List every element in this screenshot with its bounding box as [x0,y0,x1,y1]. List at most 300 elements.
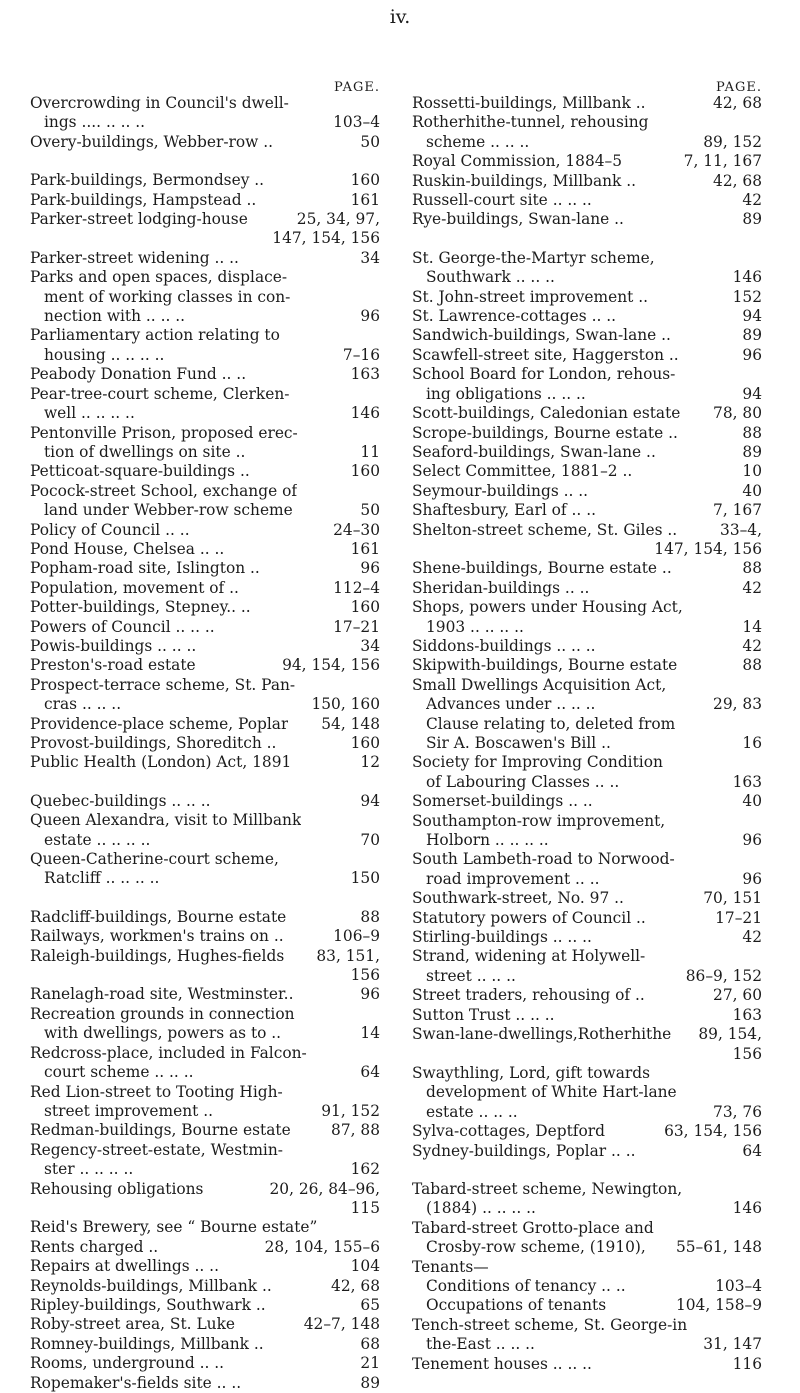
entry-line [30,1277,380,1296]
entry-text: Park-buildings, Bermondsey .. [30,171,265,190]
index-entry [30,656,380,675]
entry-line [412,501,762,520]
entry-pages: 40 [742,481,762,500]
entry-pages: 96 [742,831,762,850]
entry-text: 1903 .. .. .. .. [426,617,524,636]
index-entry [30,734,380,753]
entry-pages: 161 [350,539,380,558]
entry-line [412,1355,762,1374]
entry-line [412,967,762,986]
entry-line [412,1219,762,1238]
index-entry [412,1180,762,1219]
section-gap [30,889,380,908]
entry-text: Society for Improving Condition [412,753,663,772]
entry-text: Sutton Trust .. .. .. [412,1005,555,1024]
entry-text: Policy of Council .. .. [30,520,190,539]
entry-text: Scrope-buildings, Bourne estate .. [412,423,678,442]
entry-line [30,1238,380,1257]
entry-pages: 156 [732,1044,762,1063]
entry-line [412,346,762,365]
entry-text: ings .... .. .. .. [44,113,146,132]
entry-text: (1884) .. .. .. .. [426,1199,536,1218]
entry-text: Tenants— [412,1257,489,1276]
entry-text: Shene-buildings, Bourne estate .. [412,559,672,578]
entry-text: Pocock-street School, exchange of [30,481,298,500]
index-entry [30,927,380,946]
index-entry [412,1142,762,1161]
entry-line [412,947,762,966]
entry-text: Skipwith-buildings, Bourne estate [412,656,678,675]
entry-text: Powers of Council .. .. .. [30,617,215,636]
entry-text: Shaftesbury, Earl of .. .. [412,501,596,520]
entry-line [412,210,762,229]
entry-line [412,870,762,889]
entry-line [30,1141,380,1160]
entry-pages: 16 [742,734,762,752]
index-entry [412,443,762,462]
entry-text: nection with .. .. .. [44,307,186,326]
entry-line [30,734,380,753]
index-entry [412,579,762,598]
index-entry [30,579,380,598]
index-entry [412,1006,762,1025]
index-entry [412,792,762,811]
entry-line [30,695,380,714]
entry-text: Occupations of tenants [426,1296,607,1315]
entry-pages: 64 [360,1063,380,1082]
entry-pages: 94, 154, 156 [282,656,380,675]
entry-line [30,1044,380,1063]
index-entry [30,210,380,249]
index-entry [30,559,380,578]
entry-text: Parker-street lodging-house [30,210,248,229]
entry-line [412,1238,762,1257]
entry-text: Overcrowding in Council's dwell- [30,94,289,112]
entry-text: Regency-street-estate, Westmin- [30,1140,283,1159]
entry-line [412,850,762,869]
entry-line [412,521,762,540]
index-entry [412,113,762,152]
entry-text: Reynolds-buildings, Millbank .. [30,1276,272,1295]
entry-text: Royal Commission, 1884–5 [412,152,623,171]
entry-pages: 88 [742,656,762,675]
index-entry [30,637,380,656]
entry-line [30,869,380,888]
entry-text: development of White Hart-lane [426,1083,677,1102]
entry-text: Select Committee, 1881–2 .. [412,462,633,481]
entry-line [30,462,380,481]
index-entry [30,715,380,734]
entry-line [30,171,380,190]
entry-pages: 17–21 [715,908,762,927]
index-entry [412,501,762,520]
entry-line [412,1335,762,1354]
entry-line [30,598,380,617]
index-entry [412,482,762,501]
entry-text: ment of working classes in con- [44,287,291,306]
entry-text: Rehousing obligations [30,1179,204,1198]
page-number: iv. [389,6,411,28]
entry-text: with dwellings, powers as to .. [44,1024,282,1043]
entry-pages: 34 [360,636,380,655]
entry-pages: 54, 148 [321,714,380,733]
entry-text: Strand, widening at Holywell- [412,947,646,966]
entry-line [412,889,762,908]
index-entry [30,249,380,268]
entry-pages: 10 [742,462,762,481]
entry-text: Shops, powers under Housing Act, [412,598,683,617]
index-entry [30,424,380,463]
entry-pages: 160 [350,598,380,617]
entry-text: ing obligations .. .. .. [426,384,586,403]
entry-pages: 160 [350,171,380,190]
entry-text: Red Lion-street to Tooting High- [30,1082,283,1101]
entry-line [412,753,762,772]
entry-pages: 103–4 [333,113,380,132]
entry-text: Provost-buildings, Shoreditch .. [30,734,277,752]
entry-pages: 94 [742,307,762,326]
entry-text: Ropemaker's-fields site .. .. [30,1373,242,1392]
entry-text: Redman-buildings, Bourne estate [30,1121,291,1140]
entry-pages: 163 [732,1005,762,1024]
entry-line [412,734,762,753]
entry-pages: 33–4, [720,520,762,539]
entry-line [412,94,762,113]
entry-pages: 94 [360,791,380,810]
entry-text: Southampton-row improvement, [412,811,666,830]
entry-pages: 83, 151, [316,946,380,965]
entry-line [412,385,762,404]
entry-text: the-East .. .. .. [426,1335,535,1354]
entry-line [30,94,380,113]
entry-text: Quebec-buildings .. .. .. [30,791,211,810]
entry-text: land under Webber-row scheme [44,501,293,520]
entry-text: Sheridan-buildings .. .. [412,578,590,597]
entry-pages: 96 [742,345,762,364]
entry-pages: 91, 152 [321,1101,380,1120]
entry-text: Recreation grounds in connection [30,1004,295,1023]
section-gap [30,773,380,792]
entry-pages: 14 [742,617,762,636]
entry-text: Preston's-road estate [30,656,196,675]
entry-line [30,1121,380,1140]
entry-pages: 146 [732,1199,762,1218]
index-entry [412,346,762,365]
entry-pages: 94 [742,384,762,403]
entry-pages: 63, 154, 156 [664,1122,762,1141]
index-entry [412,1316,762,1355]
index-entry [30,792,380,811]
entry-text: estate .. .. .. .. [44,830,151,849]
entry-line [412,656,762,675]
index-entry [412,424,762,443]
entry-pages: 112–4 [333,578,380,597]
entry-pages: 89, 152 [703,132,762,151]
entry-line [30,908,380,927]
entry-pages: 88 [742,423,762,442]
entry-text: Siddons-buildings .. .. .. [412,636,596,655]
index-entry [30,618,380,637]
index-entry [30,1083,380,1122]
index-entry [30,1005,380,1044]
entry-text: St. George-the-Martyr scheme, [412,248,655,267]
entry-pages: 73, 76 [713,1102,762,1121]
entry-pages: 42–7, 148 [303,1315,380,1334]
entry-pages: 42, 68 [713,171,762,190]
entry-text: Sydney-buildings, Poplar .. .. [412,1141,636,1160]
entry-text: Shelton-street scheme, St. Giles .. [412,520,678,539]
entry-pages: 150 [350,869,380,888]
entry-line [30,501,380,520]
entry-line [412,986,762,1005]
index-entry [412,462,762,481]
entry-line [30,753,380,772]
entry-line [30,1005,380,1024]
entry-line [30,1063,380,1082]
entry-text: Repairs at dwellings .. .. [30,1257,219,1276]
entry-line [412,1045,762,1064]
entry-line [412,1316,762,1335]
index-entry [30,133,380,152]
entry-pages: 7, 11, 167 [683,152,762,171]
entry-line [30,1199,380,1218]
entry-text: tion of dwellings on site .. [44,442,246,461]
index-entry [30,365,380,384]
entry-text: Rye-buildings, Swan-lane .. [412,210,624,229]
index-entry [30,1044,380,1083]
entry-line [412,909,762,928]
entry-line [30,229,380,248]
entry-line [30,365,380,384]
entry-text: Swaythling, Lord, gift towards [412,1063,651,1082]
entry-text: street improvement .. [44,1101,214,1120]
entry-line [412,1122,762,1141]
index-entry [30,753,380,772]
entry-text: Small Dwellings Acquisition Act, [412,675,667,694]
entry-pages: 103–4 [715,1276,762,1295]
entry-line [30,326,380,345]
entry-pages: 89, 154, [698,1025,762,1044]
index-entry [412,172,762,191]
index-entry [412,637,762,656]
index-entry [30,1374,380,1393]
entry-text: Railways, workmen's trains on .. [30,927,284,946]
index-entry [30,1315,380,1334]
index-entry [30,94,380,133]
entry-line [30,521,380,540]
entry-text: Park-buildings, Hampstead .. [30,190,257,209]
index-entry [412,598,762,637]
index-column-left [30,80,380,1393]
entry-line [412,1277,762,1296]
entry-line [412,1296,762,1315]
entry-text: Providence-place scheme, Poplar [30,714,289,733]
entry-pages: 12 [360,753,380,772]
entry-text: Queen-Catherine-court scheme, [30,850,279,869]
entry-text: Southwark-street, No. 97 .. [412,889,624,908]
index-entry [412,521,762,560]
entry-pages: 25, 34, 97, [296,210,380,229]
entry-text: Parker-street widening .. .. [30,248,239,267]
index-entry [30,985,380,1004]
entry-line [30,1218,380,1237]
index-entry [412,1025,762,1064]
entry-text: Rents charged .. [30,1237,159,1256]
index-entry [412,909,762,928]
index-entry [30,676,380,715]
entry-line [412,404,762,423]
entry-line [30,1354,380,1373]
entry-line [412,715,762,734]
entry-text: Prospect-terrace scheme, St. Pan- [30,675,296,694]
entry-text: Queen Alexandra, visit to Millbank [30,811,302,830]
entry-pages: 42, 68 [331,1276,380,1295]
index-entry [30,1296,380,1315]
entry-line [412,598,762,617]
index-entry [30,191,380,210]
entry-text: Rooms, underground .. .. [30,1354,225,1373]
entry-line [412,773,762,792]
entry-line [30,1296,380,1315]
entry-line [30,482,380,501]
entry-text: St. Lawrence-cottages .. .. [412,307,617,326]
entry-pages: 27, 60 [713,986,762,1005]
entry-line [30,618,380,637]
entry-text: Pond House, Chelsea .. .. [30,539,225,558]
entry-text: Roby-street area, St. Luke [30,1315,236,1334]
entry-text: Holborn .. .. .. .. [426,831,549,850]
entry-text: of Labouring Classes .. .. [426,772,620,791]
entry-pages: 24–30 [333,520,380,539]
index-entry [412,676,762,754]
entry-line [30,676,380,695]
index-entry [30,1354,380,1373]
index-entry [412,365,762,404]
entry-text: road improvement .. .. [426,869,600,888]
entry-line [30,947,380,966]
entry-line [412,307,762,326]
entry-line [30,1257,380,1276]
entry-text: Scawfell-street site, Haggerston .. [412,345,679,364]
entry-line [30,559,380,578]
entry-pages: 78, 80 [713,404,762,423]
entry-text: Population, movement of .. [30,578,239,597]
entry-pages: 50 [360,501,380,520]
entry-text: Parliamentary action relating to [30,326,280,345]
entry-text: well .. .. .. .. [44,404,135,423]
entry-text: estate .. .. .. [426,1102,518,1121]
entry-pages: 29, 83 [713,695,762,714]
entry-text: Clause relating to, deleted from [426,714,676,733]
entry-pages: 162 [350,1160,380,1179]
entry-pages: 147, 154, 156 [272,229,380,248]
entry-text: Petticoat-square-buildings .. [30,462,250,481]
entry-text: Potter-buildings, Stepney.. .. [30,598,251,617]
entry-pages: 31, 147 [703,1335,762,1354]
entry-text: Ruskin-buildings, Millbank .. [412,171,637,190]
entry-text: Statutory powers of Council .. [412,908,646,927]
entry-pages: 68 [360,1334,380,1353]
entry-line [30,1083,380,1102]
entry-line [412,676,762,695]
index-entry [30,521,380,540]
index-entry [30,540,380,559]
page-heading-left: PAGE. [334,80,380,95]
entry-line [412,152,762,171]
entry-line [30,443,380,462]
entry-line [412,249,762,268]
entry-text: housing .. .. .. .. [44,345,165,364]
entry-line [30,249,380,268]
entry-line [412,268,762,287]
entry-text: Radcliff-buildings, Bourne estate [30,907,287,926]
entry-text: Advances under .. .. .. [426,695,596,714]
entry-line [412,831,762,850]
entry-line [412,1006,762,1025]
entry-pages: 115 [350,1198,380,1217]
entry-text: scheme .. .. .. [426,132,530,151]
entry-line [412,365,762,384]
entry-pages: 163 [732,772,762,791]
entry-pages: 147, 154, 156 [654,539,762,558]
entry-line [412,540,762,559]
entry-line [30,850,380,869]
entry-line [30,404,380,423]
entry-text: Ratcliff .. .. .. .. [44,869,160,888]
entry-pages: 28, 104, 155–6 [264,1237,380,1256]
entry-text: South Lambeth-road to Norwood- [412,850,675,869]
entry-line [30,346,380,365]
index-entry [412,986,762,1005]
entry-line [412,443,762,462]
entry-text: Scott-buildings, Caledonian estate [412,404,681,423]
entry-text: street .. .. .. [426,966,516,985]
entry-text: St. John-street improvement .. [412,287,648,306]
entry-text: Sylva-cottages, Deptford [412,1122,605,1141]
entry-line [30,424,380,443]
entry-line [30,133,380,152]
entry-line [412,812,762,831]
entry-pages: 7, 167 [713,501,762,520]
index-entry [412,191,762,210]
entry-pages: 116 [732,1354,762,1373]
index-entry [30,1257,380,1276]
index-entry [30,850,380,889]
index-entry [30,1218,380,1237]
entry-line [30,288,380,307]
entry-pages: 42 [742,928,762,947]
entry-pages: 86–9, 152 [685,966,762,985]
index-entry [30,598,380,617]
index-entry [412,1064,762,1122]
entry-pages: 42, 68 [713,94,762,112]
entry-line [30,985,380,1004]
index-entry [412,249,762,288]
entry-pages: 21 [360,1354,380,1373]
entry-line [412,579,762,598]
index-entry [30,947,380,986]
entry-line [30,792,380,811]
entry-line [412,1180,762,1199]
entry-line [30,715,380,734]
entry-text: Seaford-buildings, Swan-lane .. [412,442,656,461]
entry-pages: 7–16 [342,345,380,364]
entry-pages: 160 [350,462,380,481]
index-entry [412,307,762,326]
index-entry [412,928,762,947]
entry-pages: 152 [732,287,762,306]
entry-pages: 106–9 [333,927,380,946]
